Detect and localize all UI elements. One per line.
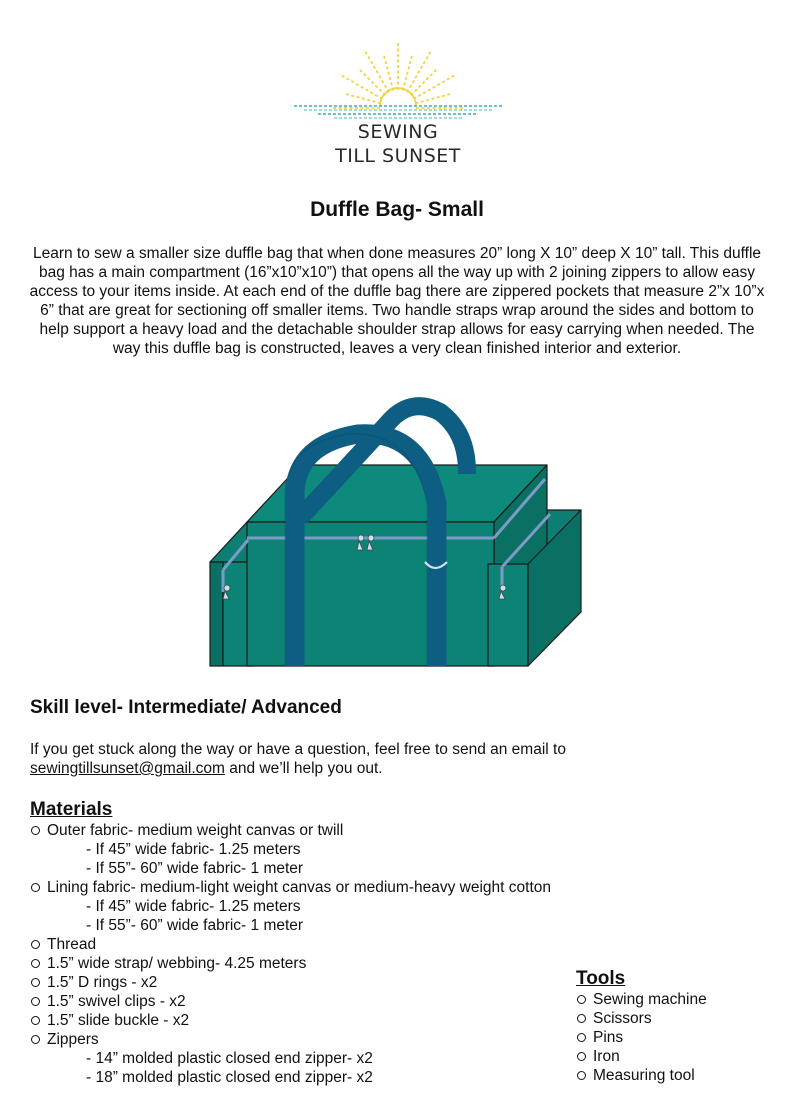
circle-bullet-icon xyxy=(31,959,40,968)
material-item-text: 1.5” slide buckle - x2 xyxy=(47,1012,190,1029)
materials-list xyxy=(30,821,551,1087)
page-title: Duffle Bag- Small xyxy=(310,198,484,221)
material-item-text: - 14” molded plastic closed end zipper- x2 xyxy=(86,1050,373,1067)
skill-level: Skill level- Intermediate/ Advanced xyxy=(30,697,342,718)
circle-bullet-icon xyxy=(577,1071,586,1080)
material-item-text: Thread xyxy=(47,936,97,953)
material-item-text: - If 45” wide fabric- 1.25 meters xyxy=(86,898,301,915)
material-item xyxy=(30,935,551,954)
tool-item-text: Iron xyxy=(593,1048,620,1065)
sunset-icon xyxy=(332,42,464,108)
material-item-text: Lining fabric- medium-light weight canvas or medium-heavy weight cotton xyxy=(47,879,551,896)
help-text xyxy=(30,740,566,778)
material-item-text: - If 55”- 60” wide fabric- 1 meter xyxy=(86,917,304,934)
circle-bullet-icon xyxy=(31,978,40,987)
tool-item xyxy=(576,1066,707,1085)
logo-line-2: TILL SUNSET xyxy=(335,145,461,167)
circle-bullet-icon xyxy=(31,883,40,892)
materials-heading: Materials xyxy=(30,799,113,820)
circle-bullet-icon xyxy=(577,1052,586,1061)
tool-item xyxy=(576,990,707,1009)
material-item xyxy=(30,1011,551,1030)
circle-bullet-icon xyxy=(31,1016,40,1025)
material-item xyxy=(30,878,551,897)
material-item-text: 1.5” swivel clips - x2 xyxy=(47,993,186,1010)
material-item xyxy=(30,973,551,992)
material-item-text: Outer fabric- medium weight canvas or twill xyxy=(47,822,344,839)
circle-bullet-icon xyxy=(577,995,586,1004)
material-item xyxy=(30,954,551,973)
circle-bullet-icon xyxy=(577,1014,586,1023)
circle-bullet-icon xyxy=(31,1035,40,1044)
tool-item-text: Scissors xyxy=(593,1010,652,1027)
tool-item xyxy=(576,1009,707,1028)
material-item-text: 1.5” D rings - x2 xyxy=(47,974,158,991)
sunset-logo xyxy=(290,34,506,170)
intro-paragraph: Learn to sew a smaller size duffle bag that when done measures 20” long X 10” deep X 10” tall. This duffle bag has a main compartment (16”x10”x10”) that opens all the way up with 2 joining zippers to allow easy access to your items inside. At each end of the duffle bag there are zippered pockets that measure 2”x 10”x 6” that are great for sectioning off smaller items. Two handle straps wrap around the sides and bottom to help support a heavy load and the detachable shoulder strap allows for easy carrying when needed. The way this duffle bag is constructed, leaves a very clean finished interior and exterior. xyxy=(29,245,765,357)
material-subitem xyxy=(30,1049,551,1068)
email-link[interactable]: sewingtillsunset@gmail.com xyxy=(30,760,225,777)
material-item-text: - If 55”- 60” wide fabric- 1 meter xyxy=(86,860,304,877)
water-lines-icon xyxy=(294,106,502,118)
help-text-after: and we’ll help you out. xyxy=(224,760,383,777)
material-item xyxy=(30,821,551,840)
material-item xyxy=(30,1030,551,1049)
material-subitem xyxy=(30,1068,551,1087)
tool-item-text: Measuring tool xyxy=(593,1067,695,1084)
logo-line-1: SEWING xyxy=(357,121,439,143)
help-text-main: If you get stuck along the way or have a question, feel free to send an email to xyxy=(30,741,566,758)
material-item-text: 1.5” wide strap/ webbing- 4.25 meters xyxy=(47,955,307,972)
circle-bullet-icon xyxy=(31,940,40,949)
tool-item xyxy=(576,1028,707,1047)
tool-item-text: Sewing machine xyxy=(593,991,707,1008)
material-item-text: - If 45” wide fabric- 1.25 meters xyxy=(86,841,301,858)
tools-heading: Tools xyxy=(576,968,626,989)
tools-list xyxy=(576,990,707,1085)
duffle-bag-illustration xyxy=(205,392,590,672)
material-subitem xyxy=(30,916,551,935)
tool-item-text: Pins xyxy=(593,1029,624,1046)
circle-bullet-icon xyxy=(31,826,40,835)
tool-item xyxy=(576,1047,707,1066)
material-item-text: - 18” molded plastic closed end zipper- x2 xyxy=(86,1069,373,1086)
material-subitem xyxy=(30,859,551,878)
material-item-text: Zippers xyxy=(47,1031,99,1048)
circle-bullet-icon xyxy=(577,1033,586,1042)
material-item xyxy=(30,992,551,1011)
material-subitem xyxy=(30,840,551,859)
material-subitem xyxy=(30,897,551,916)
circle-bullet-icon xyxy=(31,997,40,1006)
